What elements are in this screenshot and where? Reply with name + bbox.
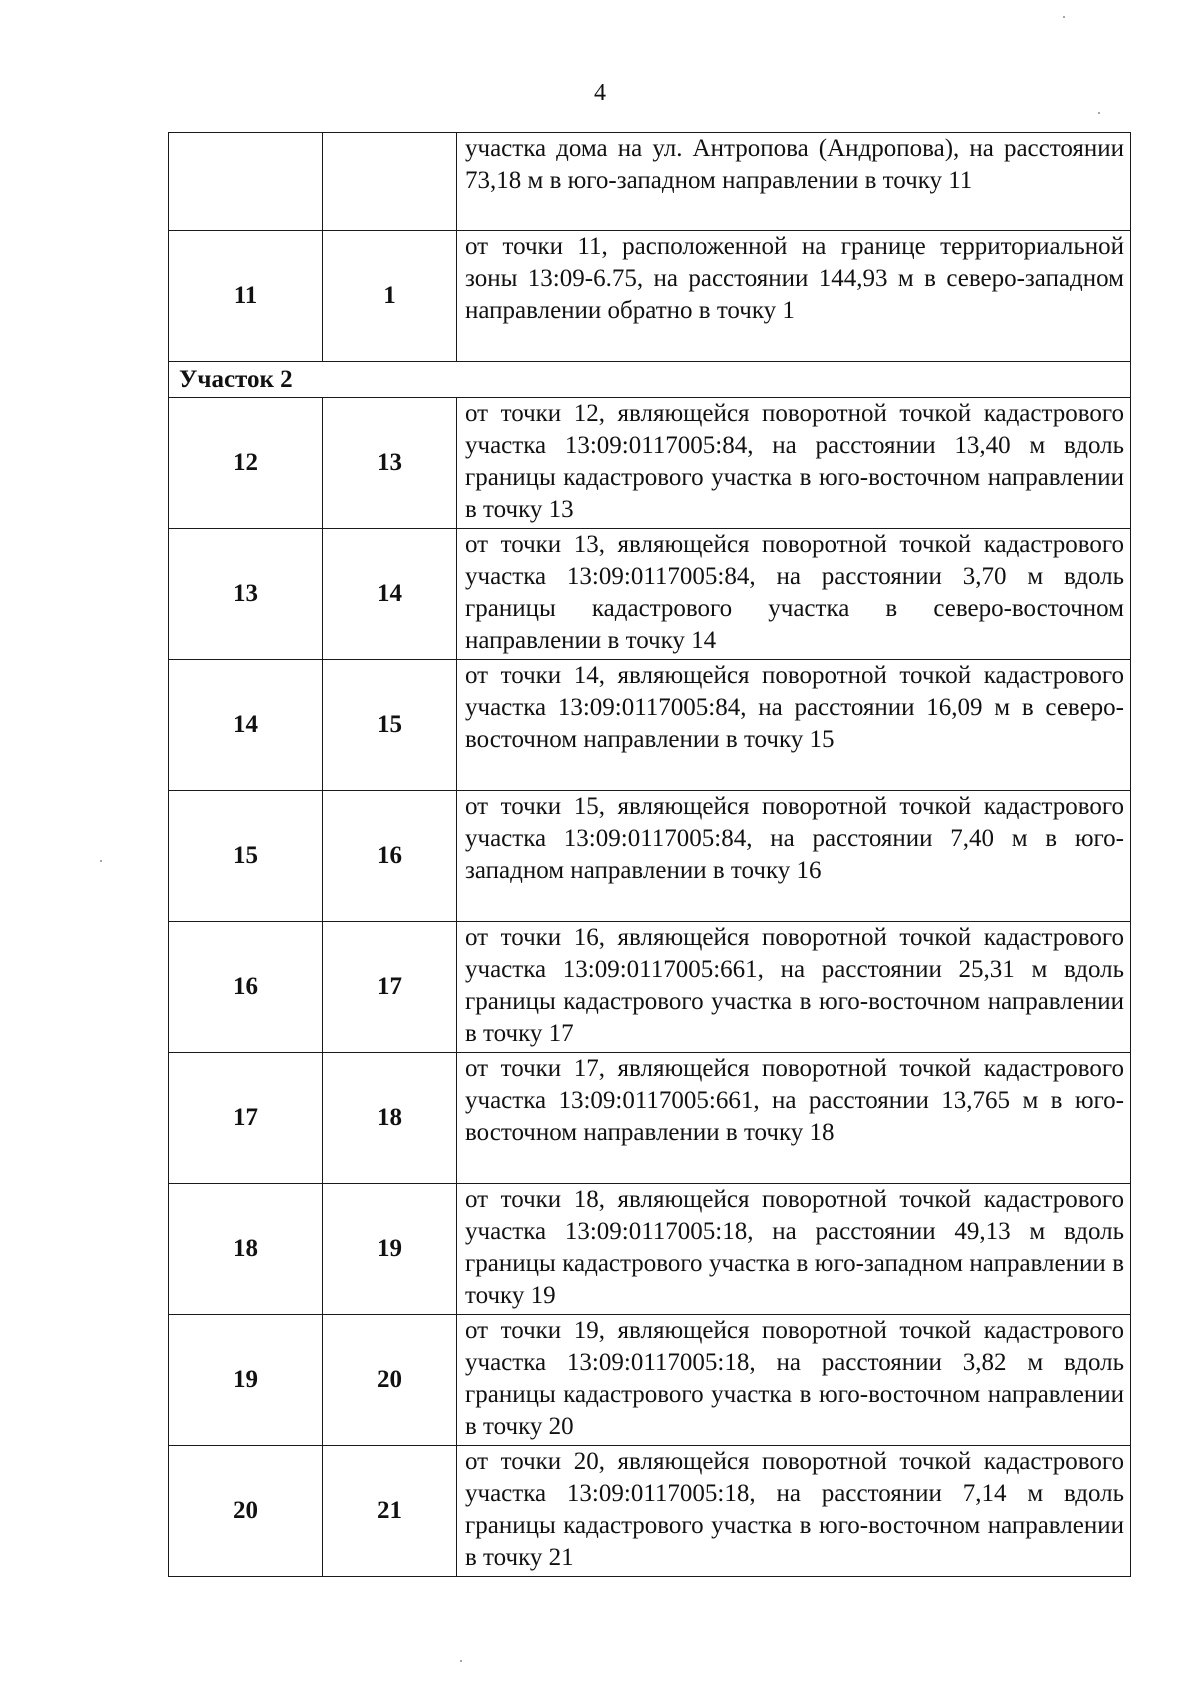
scan-speck (1098, 112, 1100, 114)
table-row (169, 398, 1131, 529)
to-point-cell: 13 (323, 398, 457, 529)
scan-speck (1063, 16, 1065, 18)
table-row (169, 791, 1131, 922)
segment-description: от точки 14, являющейся поворотной точкой кадастрового участка 13:09:0117005:84, на расстоянии 16,09 м в северо-восточном направлении в точку 15 (457, 660, 1131, 791)
from-point-cell: 13 (169, 529, 323, 660)
table-row (169, 1053, 1131, 1184)
segment-description: от точки 20, являющейся поворотной точкой кадастрового участка 13:09:0117005:18, на расстоянии 7,14 м вдоль границы кадастрового участка в юго-восточном направлении в точку 21 (457, 1446, 1131, 1577)
to-point-cell (323, 133, 457, 231)
table-row (169, 922, 1131, 1053)
from-point-cell (169, 133, 323, 231)
segment-description: от точки 19, являющейся поворотной точкой кадастрового участка 13:09:0117005:18, на расстоянии 3,82 м вдоль границы кадастрового участка в юго-восточном направлении в точку 20 (457, 1315, 1131, 1446)
section-title-filler (457, 362, 1131, 398)
boundary-description-table (168, 132, 1131, 1577)
segment-description: от точки 18, являющейся поворотной точкой кадастрового участка 13:09:0117005:18, на расстоянии 49,13 м вдоль границы кадастрового участка в юго-западном направлении в точку 19 (457, 1184, 1131, 1315)
table-row (169, 231, 1131, 362)
from-point-cell: 19 (169, 1315, 323, 1446)
to-point-cell: 16 (323, 791, 457, 922)
section-header-row (169, 362, 1131, 398)
segment-description: от точки 12, являющейся поворотной точкой кадастрового участка 13:09:0117005:84, на расстоянии 13,40 м вдоль границы кадастрового участка в юго-восточном направлении в точку 13 (457, 398, 1131, 529)
table-row (169, 1315, 1131, 1446)
segment-description: от точки 15, являющейся поворотной точкой кадастрового участка 13:09:0117005:84, на расстоянии 7,40 м в юго-западном направлении в точку 16 (457, 791, 1131, 922)
table-row-continuation (169, 133, 1131, 231)
table-row (169, 529, 1131, 660)
to-point-cell: 18 (323, 1053, 457, 1184)
to-point-cell: 21 (323, 1446, 457, 1577)
to-point-cell: 17 (323, 922, 457, 1053)
from-point-cell: 12 (169, 398, 323, 529)
from-point-cell: 18 (169, 1184, 323, 1315)
segment-description: от точки 11, расположенной на границе территориальной зоны 13:09-6.75, на расстоянии 144,93 м в северо-западном направлении обратно в точку 1 (457, 231, 1131, 362)
to-point-cell: 20 (323, 1315, 457, 1446)
scan-speck (100, 860, 102, 862)
from-point-cell: 14 (169, 660, 323, 791)
from-point-cell: 15 (169, 791, 323, 922)
segment-description: от точки 13, являющейся поворотной точкой кадастрового участка 13:09:0117005:84, на расстоянии 3,70 м вдоль границы кадастрового участка в северо-восточном направлении в точку 14 (457, 529, 1131, 660)
page-number: 4 (594, 80, 606, 106)
to-point-cell: 1 (323, 231, 457, 362)
section-title: Участок 2 (169, 362, 457, 398)
to-point-cell: 19 (323, 1184, 457, 1315)
table-row (169, 1184, 1131, 1315)
from-point-cell: 20 (169, 1446, 323, 1577)
segment-description: от точки 17, являющейся поворотной точкой кадастрового участка 13:09:0117005:661, на расстоянии 13,765 м в юго-восточном направлении в точку 18 (457, 1053, 1131, 1184)
from-point-cell: 16 (169, 922, 323, 1053)
to-point-cell: 14 (323, 529, 457, 660)
from-point-cell: 11 (169, 231, 323, 362)
segment-description: участка дома на ул. Антропова (Андропова), на расстоянии 73,18 м в юго-западном направлении в точку 11 (457, 133, 1131, 231)
scan-speck (460, 1660, 462, 1662)
table-row (169, 660, 1131, 791)
from-point-cell: 17 (169, 1053, 323, 1184)
segment-description: от точки 16, являющейся поворотной точкой кадастрового участка 13:09:0117005:661, на расстоянии 25,31 м вдоль границы кадастрового участка в юго-восточном направлении в точку 17 (457, 922, 1131, 1053)
to-point-cell: 15 (323, 660, 457, 791)
table-row (169, 1446, 1131, 1577)
